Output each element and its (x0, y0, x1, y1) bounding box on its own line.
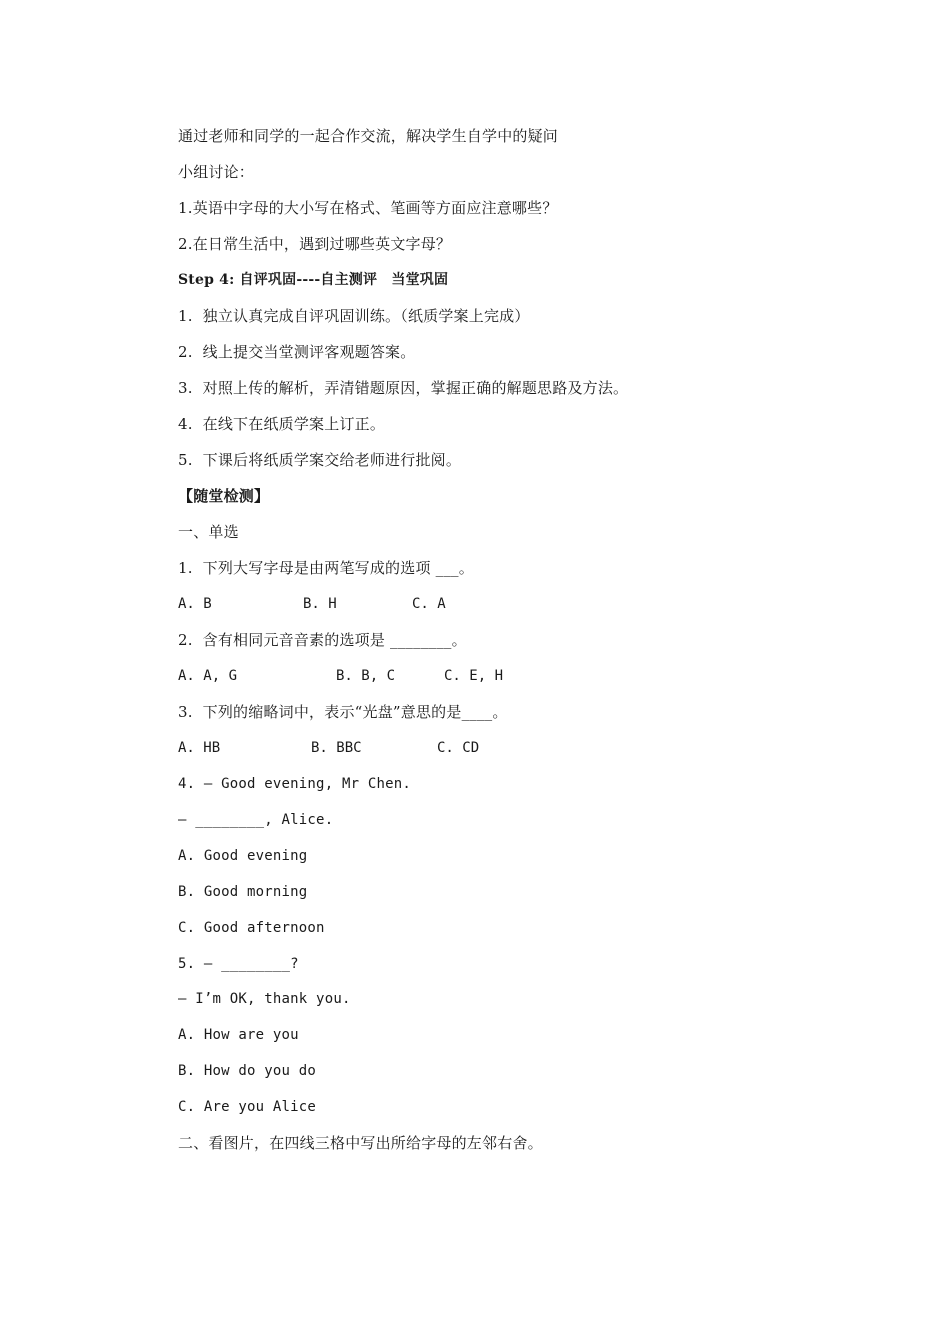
section-1-title: 一、单选 (178, 523, 239, 541)
intro-line: 通过老师和同学的一起合作交流，解决学生自学中的疑问 (178, 127, 559, 145)
question-5-stem: 5. — ________? (178, 956, 299, 972)
question-2-option-c: C. E, H (444, 668, 504, 684)
step4-item-4: 4. 在线下在纸质学案上订正。 (178, 415, 386, 433)
question-5-option-a: A. How are you (178, 1027, 299, 1043)
question-3-option-c: C. CD (437, 740, 480, 756)
question-4-option-a: A. Good evening (178, 848, 308, 864)
question-4-option-b: B. Good morning (178, 884, 308, 900)
discussion-question-1: 1.英语中字母的大小写在格式、笔画等方面应注意哪些？ (178, 199, 558, 217)
step4-item-3: 3. 对照上传的解析，弄清错题原因，掌握正确的解题思路及方法。 (178, 379, 629, 397)
question-1-option-c: C. A (412, 596, 446, 612)
step4-item-5: 5. 下课后将纸质学案交给老师进行批阅。 (178, 451, 462, 469)
question-2-stem: 2. 含有相同元音音素的选项是 ________。 (178, 631, 467, 649)
question-4-reply: — ________, Alice. (178, 812, 334, 828)
question-2-option-b: B. B, C (336, 668, 396, 684)
question-5-reply: — I’m OK, thank you. (178, 991, 351, 1007)
question-3-option-b: B. BBC (311, 740, 362, 756)
step4-heading: Step 4: 自评巩固----自主测评 当堂巩固 (178, 272, 449, 288)
discussion-question-2: 2.在日常生活中，遇到过哪些英文字母？ (178, 235, 452, 253)
question-1-option-b: B. H (303, 596, 337, 612)
question-1-stem: 1. 下列大写字母是由两笔写成的选项 ___。 (178, 559, 474, 577)
question-3-option-a: A. HB (178, 740, 221, 756)
discussion-heading: 小组讨论： (178, 163, 255, 181)
section-2-title: 二、看图片，在四线三格中写出所给字母的左邻右舍。 (178, 1134, 543, 1152)
question-1-option-a: A. B (178, 596, 212, 612)
question-5-option-c: C. Are you Alice (178, 1099, 317, 1115)
step4-item-2: 2. 线上提交当堂测评客观题答案。 (178, 343, 416, 361)
step4-item-1: 1. 独立认真完成自评巩固训练。（纸质学案上完成） (178, 307, 530, 325)
question-4-stem: 4. — Good evening, Mr Chen. (178, 776, 411, 792)
check-heading: 【随堂检测】 (178, 487, 270, 505)
question-3-stem: 3. 下列的缩略词中，表示“光盘”意思的是____。 (178, 703, 508, 721)
question-2-option-a: A. A, G (178, 668, 238, 684)
question-5-option-b: B. How do you do (178, 1063, 317, 1079)
question-4-option-c: C. Good afternoon (178, 920, 325, 936)
